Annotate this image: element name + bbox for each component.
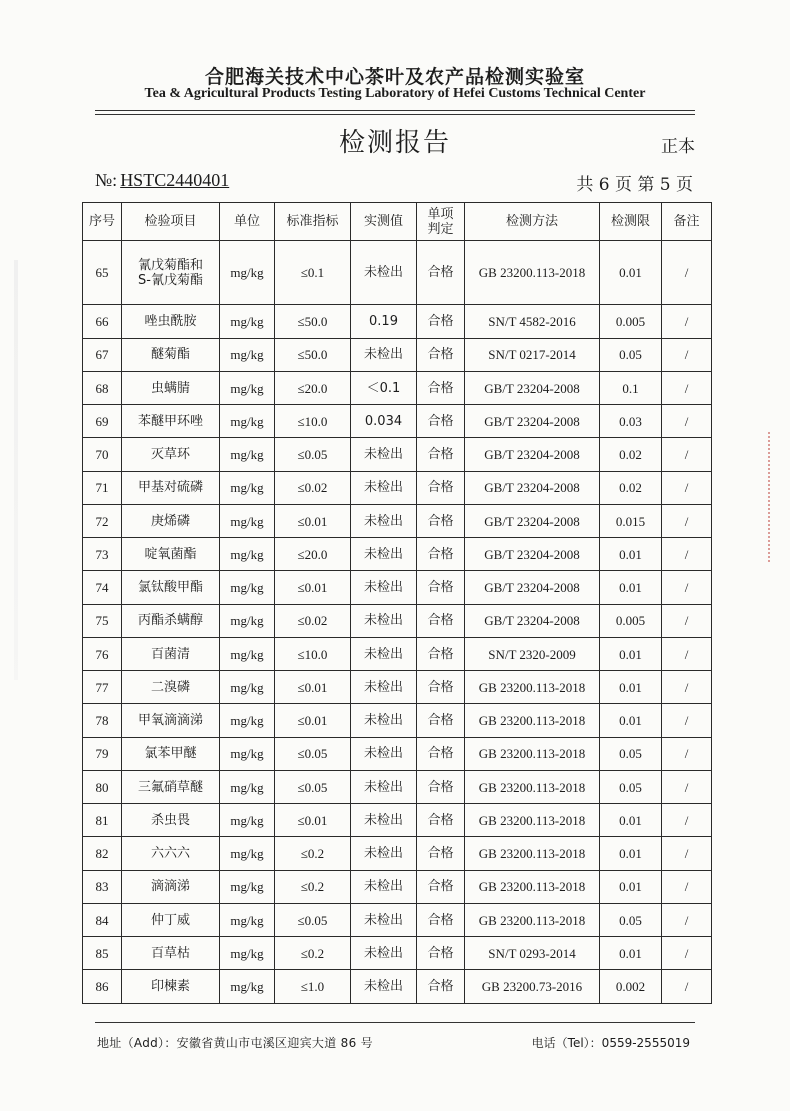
cell-unit: mg/kg <box>220 538 275 571</box>
header-rule-bottom <box>95 114 695 115</box>
cell-limit: 0.05 <box>600 903 662 936</box>
cell-limit: 0.03 <box>600 405 662 438</box>
cell-method: GB/T 23204-2008 <box>465 604 600 637</box>
cell-limit: 0.01 <box>600 637 662 670</box>
report-number-value: HSTC2440401 <box>120 170 230 190</box>
table-row <box>83 305 712 338</box>
cell-item: 仲丁威 <box>122 903 220 936</box>
cell-method: GB/T 23204-2008 <box>465 471 600 504</box>
cell-verdict: 合格 <box>417 903 465 936</box>
cell-verdict: 合格 <box>417 837 465 870</box>
cell-note: / <box>662 241 712 305</box>
cell-limit: 0.005 <box>600 604 662 637</box>
cell-unit: mg/kg <box>220 305 275 338</box>
cell-number: 71 <box>83 471 122 504</box>
cell-verdict: 合格 <box>417 970 465 1004</box>
column-header: 检验项目 <box>122 203 220 241</box>
cell-unit: mg/kg <box>220 671 275 704</box>
cell-standard: ≤0.02 <box>275 604 351 637</box>
cell-standard: ≤0.05 <box>275 770 351 803</box>
cell-note: / <box>662 870 712 903</box>
cell-number: 80 <box>83 770 122 803</box>
cell-item: 六六六 <box>122 837 220 870</box>
cell-measured: 未检出 <box>351 870 417 903</box>
cell-limit: 0.1 <box>600 371 662 404</box>
cell-limit: 0.01 <box>600 538 662 571</box>
cell-item: 丙酯杀螨醇 <box>122 604 220 637</box>
cell-verdict: 合格 <box>417 637 465 670</box>
cell-unit: mg/kg <box>220 338 275 371</box>
cell-note: / <box>662 305 712 338</box>
table-row <box>83 241 712 305</box>
cell-method: GB 23200.113-2018 <box>465 837 600 870</box>
cell-standard: ≤0.01 <box>275 504 351 537</box>
cell-method: GB 23200.113-2018 <box>465 870 600 903</box>
cell-unit: mg/kg <box>220 571 275 604</box>
cell-method: GB/T 23204-2008 <box>465 504 600 537</box>
table-row <box>83 637 712 670</box>
cell-standard: ≤1.0 <box>275 970 351 1004</box>
cell-item: 百草枯 <box>122 937 220 970</box>
cell-measured: 未检出 <box>351 471 417 504</box>
cell-limit: 0.01 <box>600 704 662 737</box>
cell-number: 74 <box>83 571 122 604</box>
cell-method: GB/T 23204-2008 <box>465 538 600 571</box>
cell-verdict: 合格 <box>417 870 465 903</box>
cell-number: 81 <box>83 804 122 837</box>
cell-standard: ≤20.0 <box>275 371 351 404</box>
cell-unit: mg/kg <box>220 704 275 737</box>
cell-verdict: 合格 <box>417 471 465 504</box>
cell-number: 85 <box>83 937 122 970</box>
cell-limit: 0.05 <box>600 737 662 770</box>
cell-unit: mg/kg <box>220 770 275 803</box>
cell-measured: ＜0.1 <box>351 371 417 404</box>
cell-note: / <box>662 471 712 504</box>
seal-stamp-edge <box>768 432 784 562</box>
table-row <box>83 937 712 970</box>
cell-number: 82 <box>83 837 122 870</box>
cell-standard: ≤10.0 <box>275 637 351 670</box>
cell-number: 73 <box>83 538 122 571</box>
cell-unit: mg/kg <box>220 604 275 637</box>
cell-method: GB 23200.73-2016 <box>465 970 600 1004</box>
cell-unit: mg/kg <box>220 903 275 936</box>
cell-limit: 0.01 <box>600 804 662 837</box>
cell-method: SN/T 4582-2016 <box>465 305 600 338</box>
cell-measured: 未检出 <box>351 837 417 870</box>
table-row <box>83 671 712 704</box>
column-header: 实测值 <box>351 203 417 241</box>
table-row <box>83 538 712 571</box>
cell-note: / <box>662 504 712 537</box>
org-name-cn: 合肥海关技术中心茶叶及农产品检测实验室 <box>204 66 585 88</box>
cell-method: GB/T 23204-2008 <box>465 438 600 471</box>
cell-standard: ≤50.0 <box>275 338 351 371</box>
cell-number: 86 <box>83 970 122 1004</box>
column-header: 检测方法 <box>465 203 600 241</box>
cell-verdict: 合格 <box>417 305 465 338</box>
org-name-en: Tea & Agricultural Products Testing Laboratory of Hefei Customs Technical Center <box>144 86 646 101</box>
footer-rule <box>95 1022 695 1023</box>
cell-item: 苯醚甲环唑 <box>122 405 220 438</box>
cell-measured: 0.19 <box>351 305 417 338</box>
cell-method: GB 23200.113-2018 <box>465 241 600 305</box>
column-header: 备注 <box>662 203 712 241</box>
column-header: 检测限 <box>600 203 662 241</box>
cell-note: / <box>662 371 712 404</box>
cell-verdict: 合格 <box>417 371 465 404</box>
table-body <box>83 241 712 1004</box>
cell-measured: 未检出 <box>351 338 417 371</box>
cell-item: 醚菊酯 <box>122 338 220 371</box>
cell-item: 三氟硝草醚 <box>122 770 220 803</box>
cell-measured: 未检出 <box>351 804 417 837</box>
cell-item: 杀虫畏 <box>122 804 220 837</box>
cell-unit: mg/kg <box>220 438 275 471</box>
cell-note: / <box>662 604 712 637</box>
cell-measured: 未检出 <box>351 504 417 537</box>
cell-number: 69 <box>83 405 122 438</box>
cell-limit: 0.01 <box>600 837 662 870</box>
cell-method: GB 23200.113-2018 <box>465 903 600 936</box>
cell-measured: 未检出 <box>351 970 417 1004</box>
cell-note: / <box>662 438 712 471</box>
cell-item: 氯苯甲醚 <box>122 737 220 770</box>
cell-verdict: 合格 <box>417 737 465 770</box>
cell-note: / <box>662 538 712 571</box>
header-rule-top <box>95 110 695 111</box>
cell-note: / <box>662 637 712 670</box>
cell-measured: 未检出 <box>351 438 417 471</box>
column-header: 标准指标 <box>275 203 351 241</box>
cell-item: 唑虫酰胺 <box>122 305 220 338</box>
cell-method: SN/T 2320-2009 <box>465 637 600 670</box>
cell-note: / <box>662 704 712 737</box>
table-header-row <box>83 203 712 241</box>
cell-item: 氰戊菊酯和 S-氰戊菊酯 <box>122 241 220 305</box>
cell-item: 氯钛酸甲酯 <box>122 571 220 604</box>
cell-method: GB 23200.113-2018 <box>465 770 600 803</box>
table-row <box>83 770 712 803</box>
cell-verdict: 合格 <box>417 704 465 737</box>
cell-note: / <box>662 737 712 770</box>
table-row <box>83 837 712 870</box>
cell-note: / <box>662 571 712 604</box>
column-header: 序号 <box>83 203 122 241</box>
cell-limit: 0.01 <box>600 241 662 305</box>
cell-verdict: 合格 <box>417 571 465 604</box>
cell-unit: mg/kg <box>220 804 275 837</box>
cell-note: / <box>662 804 712 837</box>
cell-standard: ≤10.0 <box>275 405 351 438</box>
cell-measured: 未检出 <box>351 704 417 737</box>
cell-standard: ≤0.01 <box>275 671 351 704</box>
table-row <box>83 970 712 1004</box>
column-header: 单位 <box>220 203 275 241</box>
cell-unit: mg/kg <box>220 371 275 404</box>
cell-limit: 0.01 <box>600 870 662 903</box>
cell-standard: ≤0.01 <box>275 704 351 737</box>
table-row <box>83 737 712 770</box>
cell-note: / <box>662 970 712 1004</box>
cell-unit: mg/kg <box>220 737 275 770</box>
cell-unit: mg/kg <box>220 405 275 438</box>
cell-limit: 0.01 <box>600 571 662 604</box>
cell-item: 啶氧菌酯 <box>122 538 220 571</box>
cell-method: GB 23200.113-2018 <box>465 704 600 737</box>
cell-method: GB/T 23204-2008 <box>465 571 600 604</box>
table-row <box>83 438 712 471</box>
cell-verdict: 合格 <box>417 804 465 837</box>
cell-standard: ≤20.0 <box>275 538 351 571</box>
cell-verdict: 合格 <box>417 438 465 471</box>
cell-note: / <box>662 837 712 870</box>
cell-unit: mg/kg <box>220 637 275 670</box>
cell-number: 70 <box>83 438 122 471</box>
cell-verdict: 合格 <box>417 405 465 438</box>
cell-item: 灭草环 <box>122 438 220 471</box>
table-row <box>83 504 712 537</box>
cell-number: 84 <box>83 903 122 936</box>
cell-measured: 未检出 <box>351 571 417 604</box>
cell-number: 65 <box>83 241 122 305</box>
report-title: 检测报告 <box>338 128 451 158</box>
cell-item: 庚烯磷 <box>122 504 220 537</box>
cell-item: 甲基对硫磷 <box>122 471 220 504</box>
table-row <box>83 571 712 604</box>
cell-method: SN/T 0217-2014 <box>465 338 600 371</box>
cell-limit: 0.015 <box>600 504 662 537</box>
cell-measured: 未检出 <box>351 937 417 970</box>
cell-number: 68 <box>83 371 122 404</box>
report-number <box>95 170 229 191</box>
results-table <box>82 202 712 1004</box>
cell-verdict: 合格 <box>417 937 465 970</box>
cell-standard: ≤0.01 <box>275 571 351 604</box>
cell-number: 78 <box>83 704 122 737</box>
cell-number: 83 <box>83 870 122 903</box>
cell-limit: 0.01 <box>600 671 662 704</box>
cell-item: 滴滴涕 <box>122 870 220 903</box>
cell-measured: 未检出 <box>351 671 417 704</box>
cell-note: / <box>662 671 712 704</box>
cell-limit: 0.02 <box>600 471 662 504</box>
table-row <box>83 804 712 837</box>
cell-item: 虫螨腈 <box>122 371 220 404</box>
cell-verdict: 合格 <box>417 241 465 305</box>
cell-limit: 0.05 <box>600 770 662 803</box>
cell-method: SN/T 0293-2014 <box>465 937 600 970</box>
cell-verdict: 合格 <box>417 671 465 704</box>
cell-unit: mg/kg <box>220 937 275 970</box>
cell-item: 甲氧滴滴涕 <box>122 704 220 737</box>
table-row <box>83 371 712 404</box>
cell-method: GB 23200.113-2018 <box>465 804 600 837</box>
footer-tel: 电话（Tel）：0559-2555019 <box>531 1036 690 1050</box>
cell-number: 75 <box>83 604 122 637</box>
page-info: 共 6 页 第 5 页 <box>576 175 693 195</box>
copy-label: 正本 <box>661 137 695 157</box>
cell-unit: mg/kg <box>220 504 275 537</box>
cell-limit: 0.05 <box>600 338 662 371</box>
cell-standard: ≤0.01 <box>275 804 351 837</box>
cell-measured: 未检出 <box>351 903 417 936</box>
footer-address: 地址（Add）：安徽省黄山市屯溪区迎宾大道 86 号 <box>97 1036 373 1050</box>
cell-item: 百菌清 <box>122 637 220 670</box>
cell-note: / <box>662 338 712 371</box>
cell-note: / <box>662 937 712 970</box>
cell-note: / <box>662 903 712 936</box>
cell-standard: ≤0.05 <box>275 737 351 770</box>
cell-note: / <box>662 770 712 803</box>
cell-item: 印楝素 <box>122 970 220 1004</box>
cell-standard: ≤0.2 <box>275 837 351 870</box>
cell-unit: mg/kg <box>220 970 275 1004</box>
table-row <box>83 338 712 371</box>
cell-verdict: 合格 <box>417 538 465 571</box>
cell-note: / <box>662 405 712 438</box>
table-row <box>83 704 712 737</box>
cell-measured: 未检出 <box>351 737 417 770</box>
cell-standard: ≤0.05 <box>275 903 351 936</box>
report-number-label: №: <box>95 170 118 190</box>
cell-method: GB 23200.113-2018 <box>465 671 600 704</box>
cell-measured: 未检出 <box>351 241 417 305</box>
cell-method: GB/T 23204-2008 <box>465 371 600 404</box>
cell-verdict: 合格 <box>417 604 465 637</box>
cell-measured: 0.034 <box>351 405 417 438</box>
cell-standard: ≤0.05 <box>275 438 351 471</box>
cell-verdict: 合格 <box>417 770 465 803</box>
cell-measured: 未检出 <box>351 637 417 670</box>
cell-unit: mg/kg <box>220 241 275 305</box>
table-row <box>83 405 712 438</box>
cell-verdict: 合格 <box>417 504 465 537</box>
cell-unit: mg/kg <box>220 471 275 504</box>
cell-limit: 0.01 <box>600 937 662 970</box>
cell-limit: 0.02 <box>600 438 662 471</box>
cell-standard: ≤0.2 <box>275 937 351 970</box>
cell-number: 67 <box>83 338 122 371</box>
cell-limit: 0.002 <box>600 970 662 1004</box>
cell-item: 二溴磷 <box>122 671 220 704</box>
cell-unit: mg/kg <box>220 837 275 870</box>
cell-standard: ≤0.02 <box>275 471 351 504</box>
cell-number: 66 <box>83 305 122 338</box>
cell-number: 77 <box>83 671 122 704</box>
cell-measured: 未检出 <box>351 538 417 571</box>
table-row <box>83 870 712 903</box>
cell-verdict: 合格 <box>417 338 465 371</box>
scan-edge-mark <box>14 260 18 680</box>
table-row <box>83 903 712 936</box>
cell-standard: ≤0.1 <box>275 241 351 305</box>
cell-measured: 未检出 <box>351 770 417 803</box>
cell-method: GB/T 23204-2008 <box>465 405 600 438</box>
cell-limit: 0.005 <box>600 305 662 338</box>
cell-standard: ≤50.0 <box>275 305 351 338</box>
table-row <box>83 471 712 504</box>
cell-measured: 未检出 <box>351 604 417 637</box>
cell-number: 76 <box>83 637 122 670</box>
cell-method: GB 23200.113-2018 <box>465 737 600 770</box>
table-row <box>83 604 712 637</box>
cell-unit: mg/kg <box>220 870 275 903</box>
cell-number: 79 <box>83 737 122 770</box>
cell-standard: ≤0.2 <box>275 870 351 903</box>
cell-number: 72 <box>83 504 122 537</box>
column-header: 单项 判定 <box>417 203 465 241</box>
